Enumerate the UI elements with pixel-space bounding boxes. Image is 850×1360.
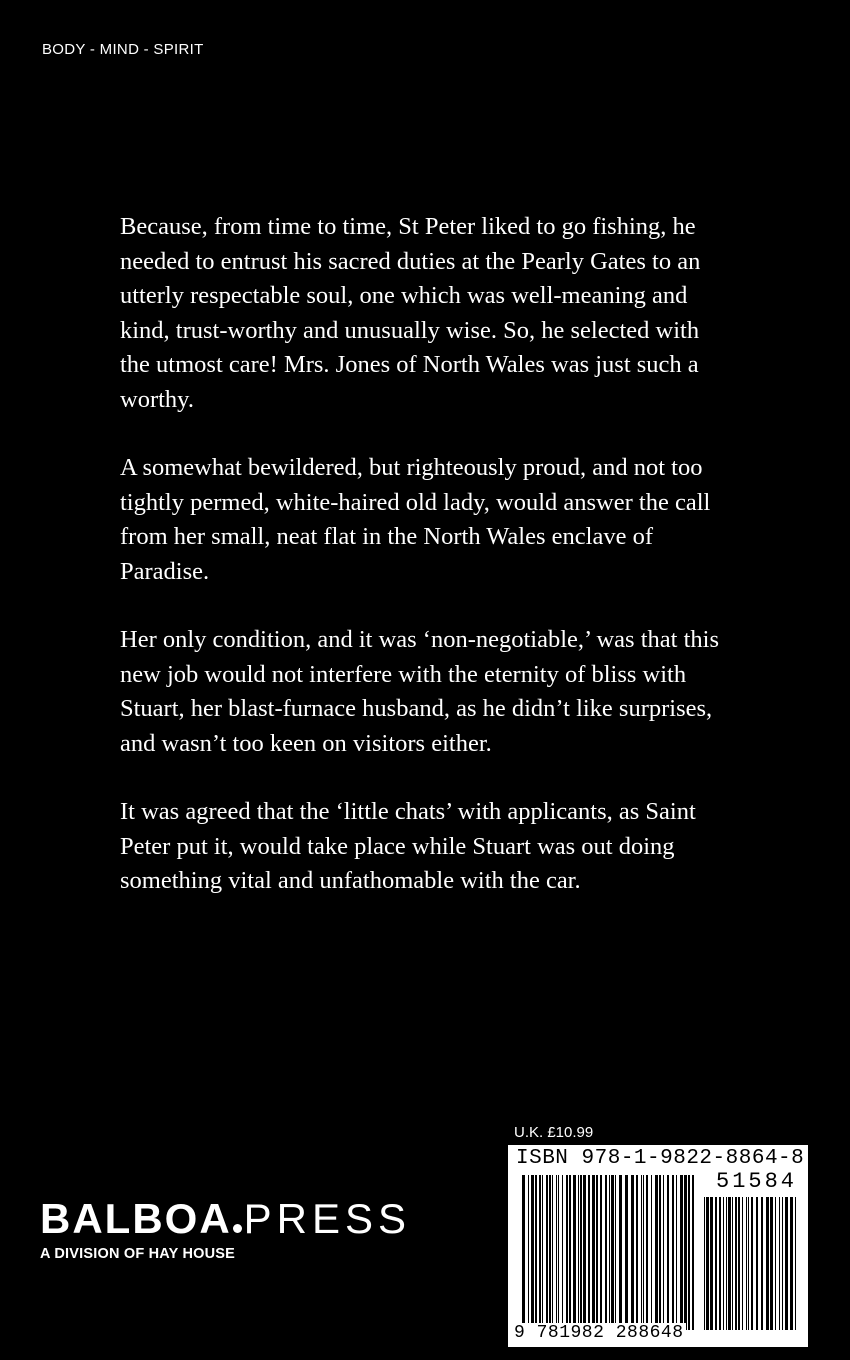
blurb-paragraph: A somewhat bewildered, but righteously proud, and not too tightly permed, white-haired old lady, would answer the call from her small, neat flat in the North Wales enclave of Paradise. [120, 454, 711, 585]
price-label: U.K. £10.99 [514, 1124, 594, 1141]
publisher-logo [40, 1195, 412, 1262]
logo-dot-icon [233, 1224, 242, 1233]
isbn-label: ISBN 978-1-9822-8864-8 [516, 1147, 805, 1170]
publisher-name-light: PRESS [243, 1195, 412, 1242]
blurb-paragraph: It was agreed that the ‘little chats’ with applicants, as Saint Peter put it, would take place while Stuart was out doing something vital and unfathomable with the car. [120, 798, 696, 894]
publisher-tagline: A DIVISION OF HAY HOUSE [40, 1246, 236, 1262]
barcode-addon-code: 51584 [716, 1169, 798, 1194]
publisher-name-bold: BALBOA [40, 1195, 232, 1242]
blurb-paragraph: Her only condition, and it was ‘non-negotiable,’ was that this new job would not interfere with the eternity of bliss with Stuart, her blast-furnace husband, as he didn’t like surprises, and wasn’t too keen on visitors either. [120, 626, 719, 757]
category-label: BODY - MIND - SPIRIT [42, 41, 204, 58]
barcode-digits: 9 781982 288648 [514, 1323, 684, 1343]
isbn-barcode [508, 1145, 808, 1347]
barcode-bars-icon [522, 1175, 696, 1330]
blurb-paragraph: Because, from time to time, St Peter liked to go fishing, he needed to entrust his sacred duties at the Pearly Gates to an utterly respectable soul, one which was well-meaning and kind, trust-worthy and unusually wise. So, he selected with the utmost care! Mrs. Jones of North Wales was just such a worthy. [120, 213, 701, 413]
barcode-addon-bars-icon [704, 1197, 796, 1330]
back-cover-blurb [120, 210, 735, 933]
publisher-name [40, 1195, 412, 1242]
